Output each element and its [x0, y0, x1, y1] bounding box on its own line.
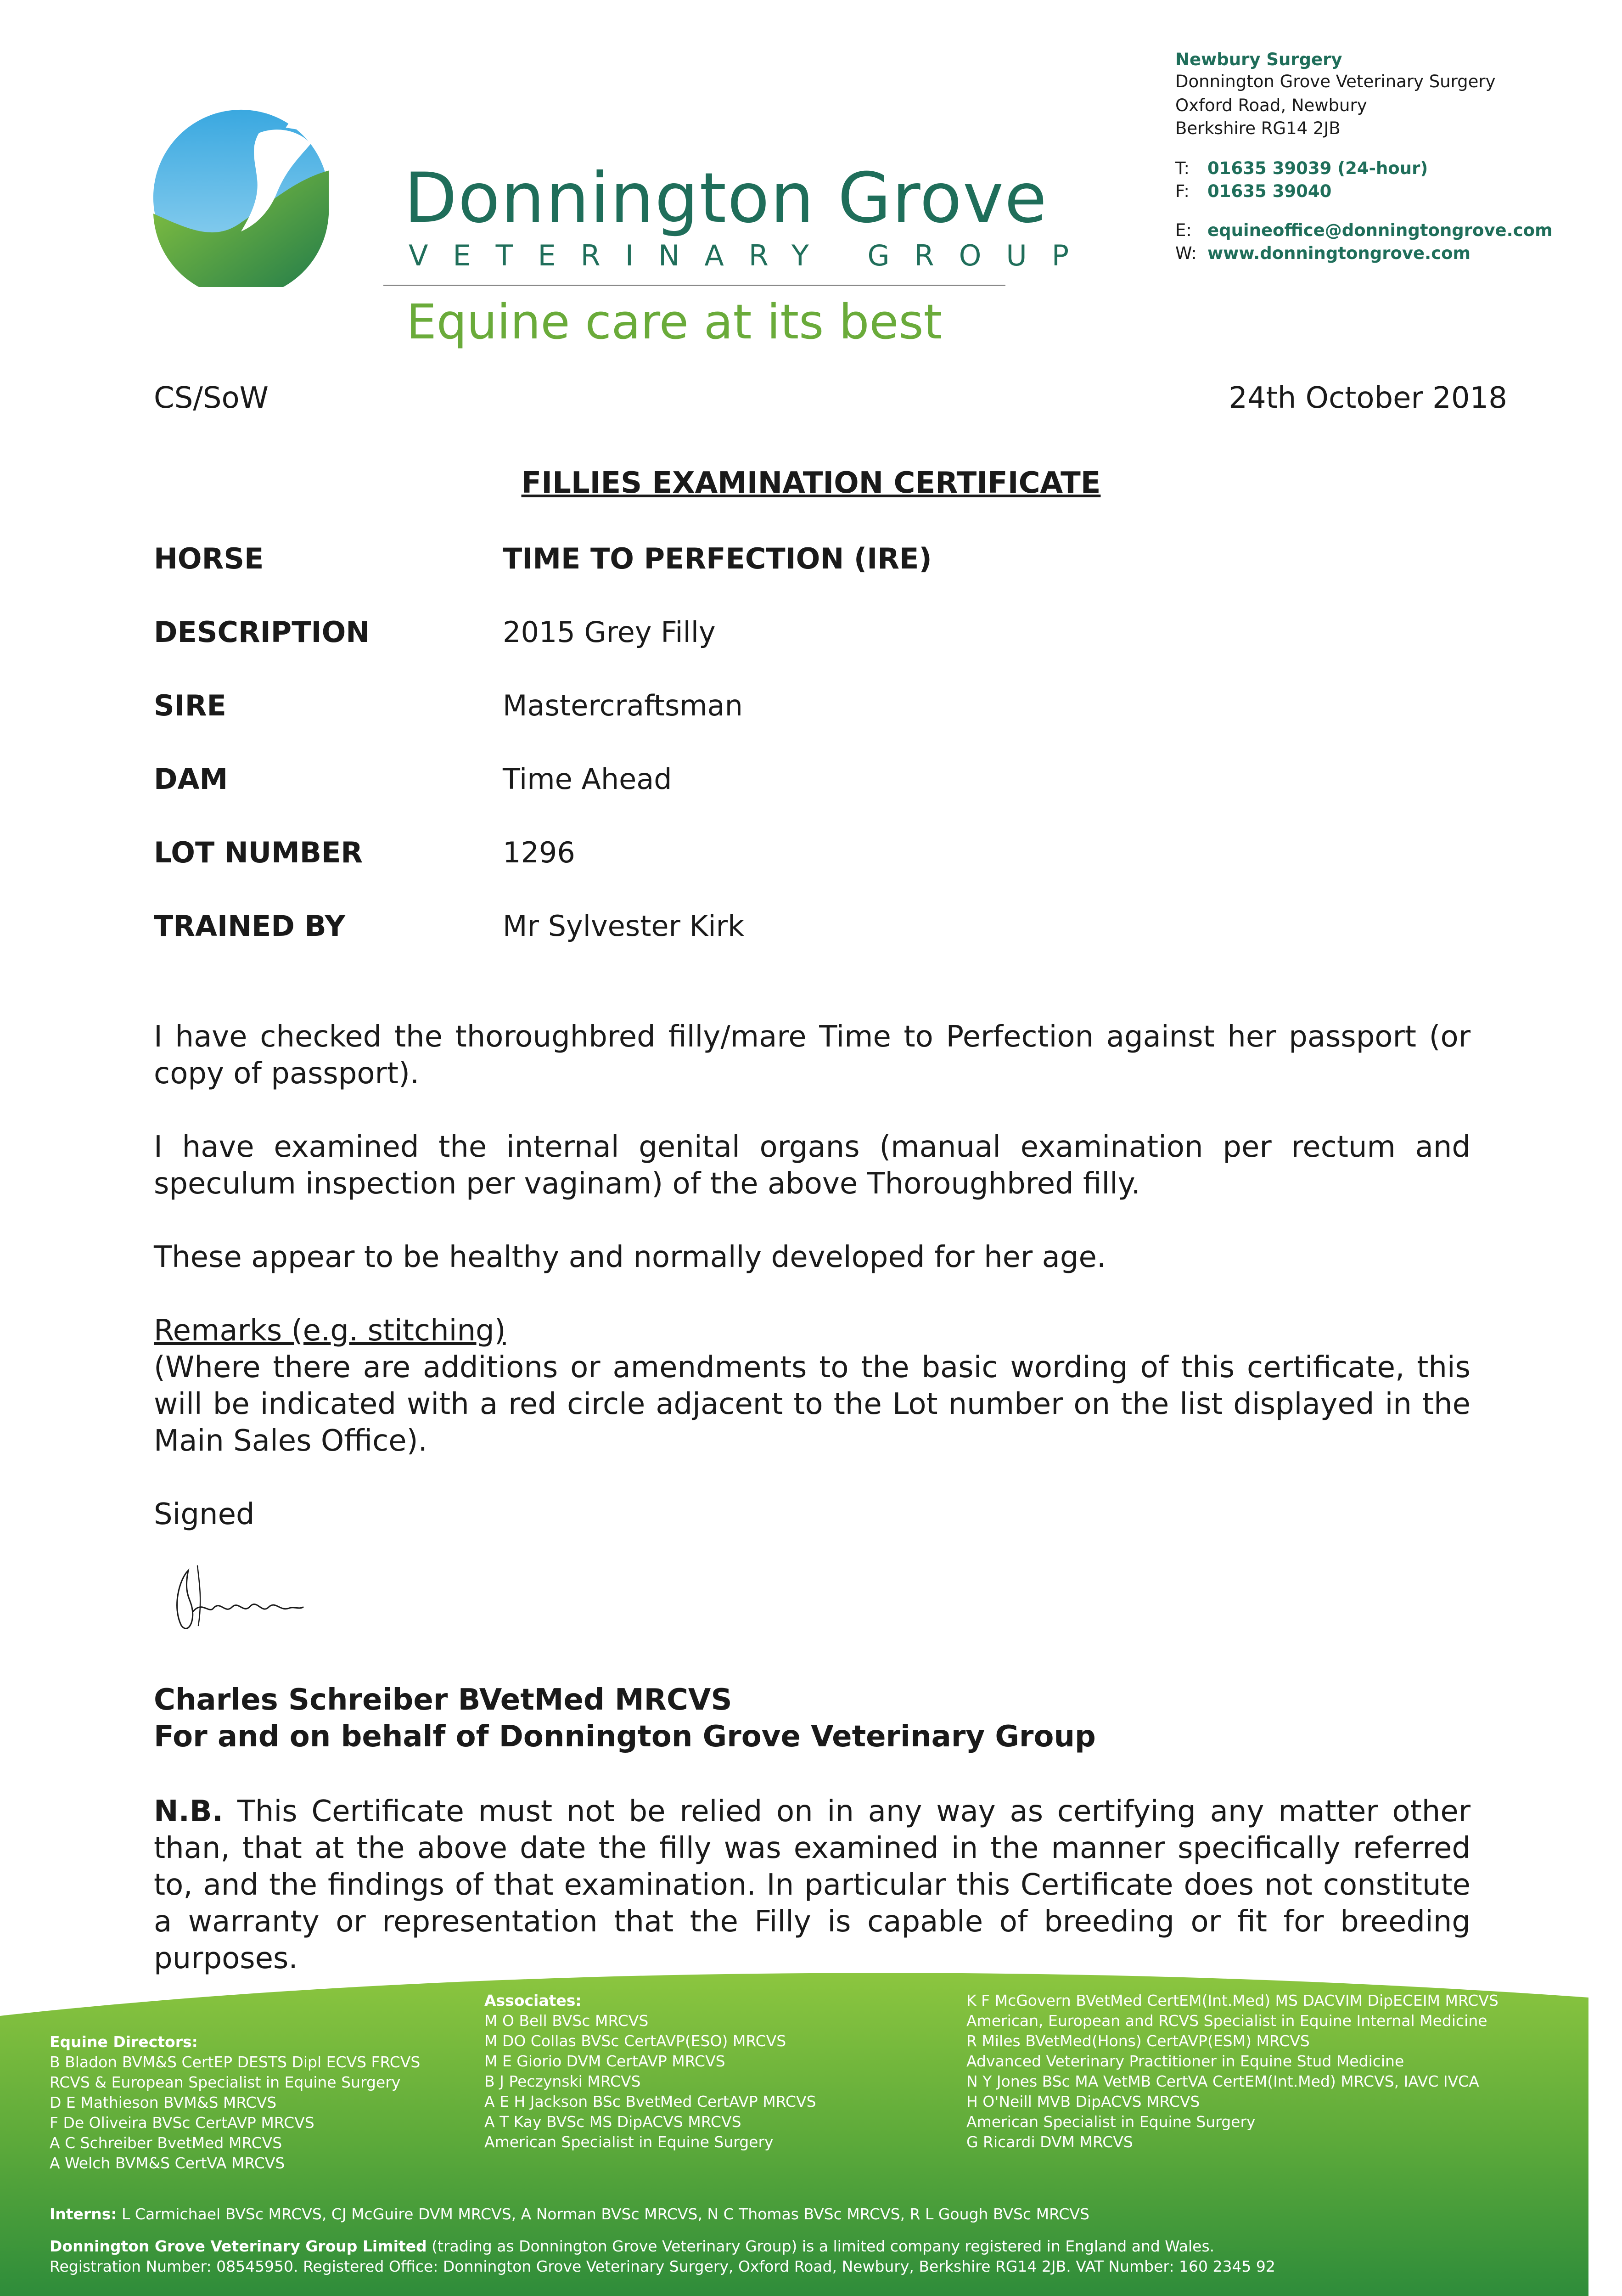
detail-label: TRAINED BY — [154, 909, 346, 943]
paragraph-examination: I have examined the internal genital organs (manual examination per rectum and speculum inspection per vaginam) of the above Thoroughbred filly. — [154, 1130, 1470, 1201]
detail-value: Mr Sylvester Kirk — [503, 909, 745, 943]
fax-number: 01635 39040 — [1207, 181, 1332, 201]
signed-label: Signed — [154, 1497, 255, 1531]
remarks-text: (Where there are additions or amendments to the basic wording of this certificate, this will be indicated with a red circle adjacent to the Lot number on the list displayed in the Main Sales Office). — [154, 1351, 1470, 1458]
brand-divider — [383, 285, 1005, 286]
detail-label: DESCRIPTION — [154, 615, 370, 649]
directors-heading: Equine Directors: — [50, 2033, 198, 2051]
paragraph-findings: These appear to be healthy and normally developed for her age. — [154, 1240, 1106, 1274]
director-line: F De Oliveira BVSc CertAVP MRCVS — [50, 2114, 314, 2132]
telephone-label: T: — [1175, 158, 1190, 178]
associate-line: M DO Collas BVSc CertAVP(ESO) MRCVS — [484, 2032, 786, 2050]
email-link[interactable]: equineoffice@donningtongrove.com — [1207, 220, 1553, 240]
associate-line: M E Giorio DVM CertAVP MRCVS — [484, 2052, 725, 2070]
nb-text: This Certificate must not be relied on in any way as certifying any matter other than, that at the above date the filly was examined in the manner specifically referred to, and the findings of that examination. In particular this Certificate does not constitute a warranty or representation that the Filly is capable of breeding or fit for breeding purposes. — [154, 1795, 1470, 1975]
nb-label: N.B. — [154, 1795, 223, 1829]
detail-label: LOT NUMBER — [154, 836, 363, 869]
surgery-name: Newbury Surgery — [1175, 50, 1342, 69]
company-text: (trading as Donnington Grove Veterinary Group) is a limited company registered in England and Wales. — [427, 2237, 1215, 2255]
detail-value: TIME TO PERFECTION (IRE) — [503, 542, 932, 575]
detail-value: 1296 — [503, 836, 575, 869]
associates-heading: Associates: — [484, 1992, 582, 2009]
brand-name: Donnington Grove — [404, 158, 1048, 238]
associate-line: R Miles BVetMed(Hons) CertAVP(ESM) MRCVS — [966, 2032, 1310, 2050]
brand-subtitle: VETERINARY GROUP — [409, 239, 1094, 272]
associate-line: N Y Jones BSc MA VetMB CertVA CertEM(Int.Med) MRCVS, IAVC IVCA — [966, 2072, 1479, 2090]
fax — [1175, 181, 1331, 201]
associate-line: H O'Neill MVB DipACVS MRCVS — [966, 2093, 1200, 2110]
address-line: Donnington Grove Veterinary Surgery — [1175, 72, 1496, 91]
telephone — [1175, 158, 1428, 178]
company-name: Donnington Grove Veterinary Group Limited — [50, 2237, 427, 2255]
paragraph-passport-check: I have checked the thoroughbred filly/mare Time to Perfection against her passport (or copy of passport). — [154, 1020, 1470, 1091]
associate-line: American, European and RCVS Specialist in Equine Internal Medicine — [966, 2012, 1487, 2030]
director-line: RCVS & European Specialist in Equine Surgery — [50, 2073, 401, 2091]
address-line: Oxford Road, Newbury — [1175, 96, 1367, 115]
reference: CS/SoW — [154, 381, 269, 415]
director-line: A Welch BVM&S CertVA MRCVS — [50, 2154, 285, 2172]
certificate-title: FILLIES EXAMINATION CERTIFICATE — [521, 466, 1101, 500]
address-line: Berkshire RG14 2JB — [1175, 118, 1341, 138]
director-line: B Bladon BVM&S CertEP DESTS Dipl ECVS FRCVS — [50, 2053, 421, 2071]
associate-line: A E H Jackson BSc BvetMed CertAVP MRCVS — [484, 2093, 816, 2110]
detail-value: Time Ahead — [503, 762, 672, 796]
remarks-heading: Remarks (e.g. stitching) — [154, 1314, 506, 1348]
director-line: A C Schreiber BvetMed MRCVS — [50, 2134, 282, 2152]
associate-line: A T Kay BVSc MS DipACVS MRCVS — [484, 2113, 741, 2131]
letter-date: 24th October 2018 — [1229, 381, 1507, 415]
associate-line: M O Bell BVSc MRCVS — [484, 2012, 649, 2030]
website-label: W: — [1175, 243, 1197, 263]
horse-logo-icon — [152, 108, 331, 287]
associate-line: G Ricardi DVM MRCVS — [966, 2133, 1133, 2151]
interns-text: L Carmichael BVSc MRCVS, CJ McGuire DVM MRCVS, A Norman BVSc MRCVS, N C Thomas BVSc MRCVS, R L Gough BVSc MRCVS — [117, 2205, 1089, 2223]
telephone-number[interactable]: 01635 39039 (24-hour) — [1207, 158, 1428, 178]
detail-value: 2015 Grey Filly — [503, 615, 716, 649]
detail-value: Mastercraftsman — [503, 689, 743, 722]
associate-line: K F McGovern BVetMed CertEM(Int.Med) MS DACVIM DipECEIM MRCVS — [966, 1992, 1499, 2009]
email-label: E: — [1175, 220, 1192, 240]
interns-label: Interns: — [50, 2205, 117, 2223]
website — [1175, 243, 1470, 263]
registration-line: Registration Number: 08545950. Registered Office: Donnington Grove Veterinary Surgery, Oxford Road, Newbury, Berkshire RG14 2JB. VAT Number: 160 2345 92 — [50, 2257, 1275, 2275]
signatory-name: Charles Schreiber BVetMed MRCVS — [154, 1683, 732, 1717]
signature-image — [170, 1557, 308, 1635]
associate-line: B J Peczynski MRCVS — [484, 2072, 641, 2090]
fax-label: F: — [1175, 181, 1190, 201]
brand-tagline: Equine care at its best — [406, 294, 943, 350]
detail-label: SIRE — [154, 689, 226, 722]
interns-line — [50, 2204, 1089, 2224]
website-link[interactable]: www.donningtongrove.com — [1207, 243, 1471, 263]
signatory-behalf: For and on behalf of Donnington Grove Veterinary Group — [154, 1720, 1096, 1754]
company-line — [50, 2236, 1214, 2257]
director-line: D E Mathieson BVM&S MRCVS — [50, 2093, 277, 2111]
email — [1175, 220, 1553, 240]
nb-disclaimer — [154, 1793, 1470, 1977]
associate-line: Advanced Veterinary Practitioner in Equine Stud Medicine — [966, 2052, 1404, 2070]
associate-line: American Specialist in Equine Surgery — [484, 2133, 774, 2151]
associate-line: American Specialist in Equine Surgery — [966, 2113, 1256, 2131]
detail-label: HORSE — [154, 542, 264, 575]
detail-label: DAM — [154, 762, 228, 796]
